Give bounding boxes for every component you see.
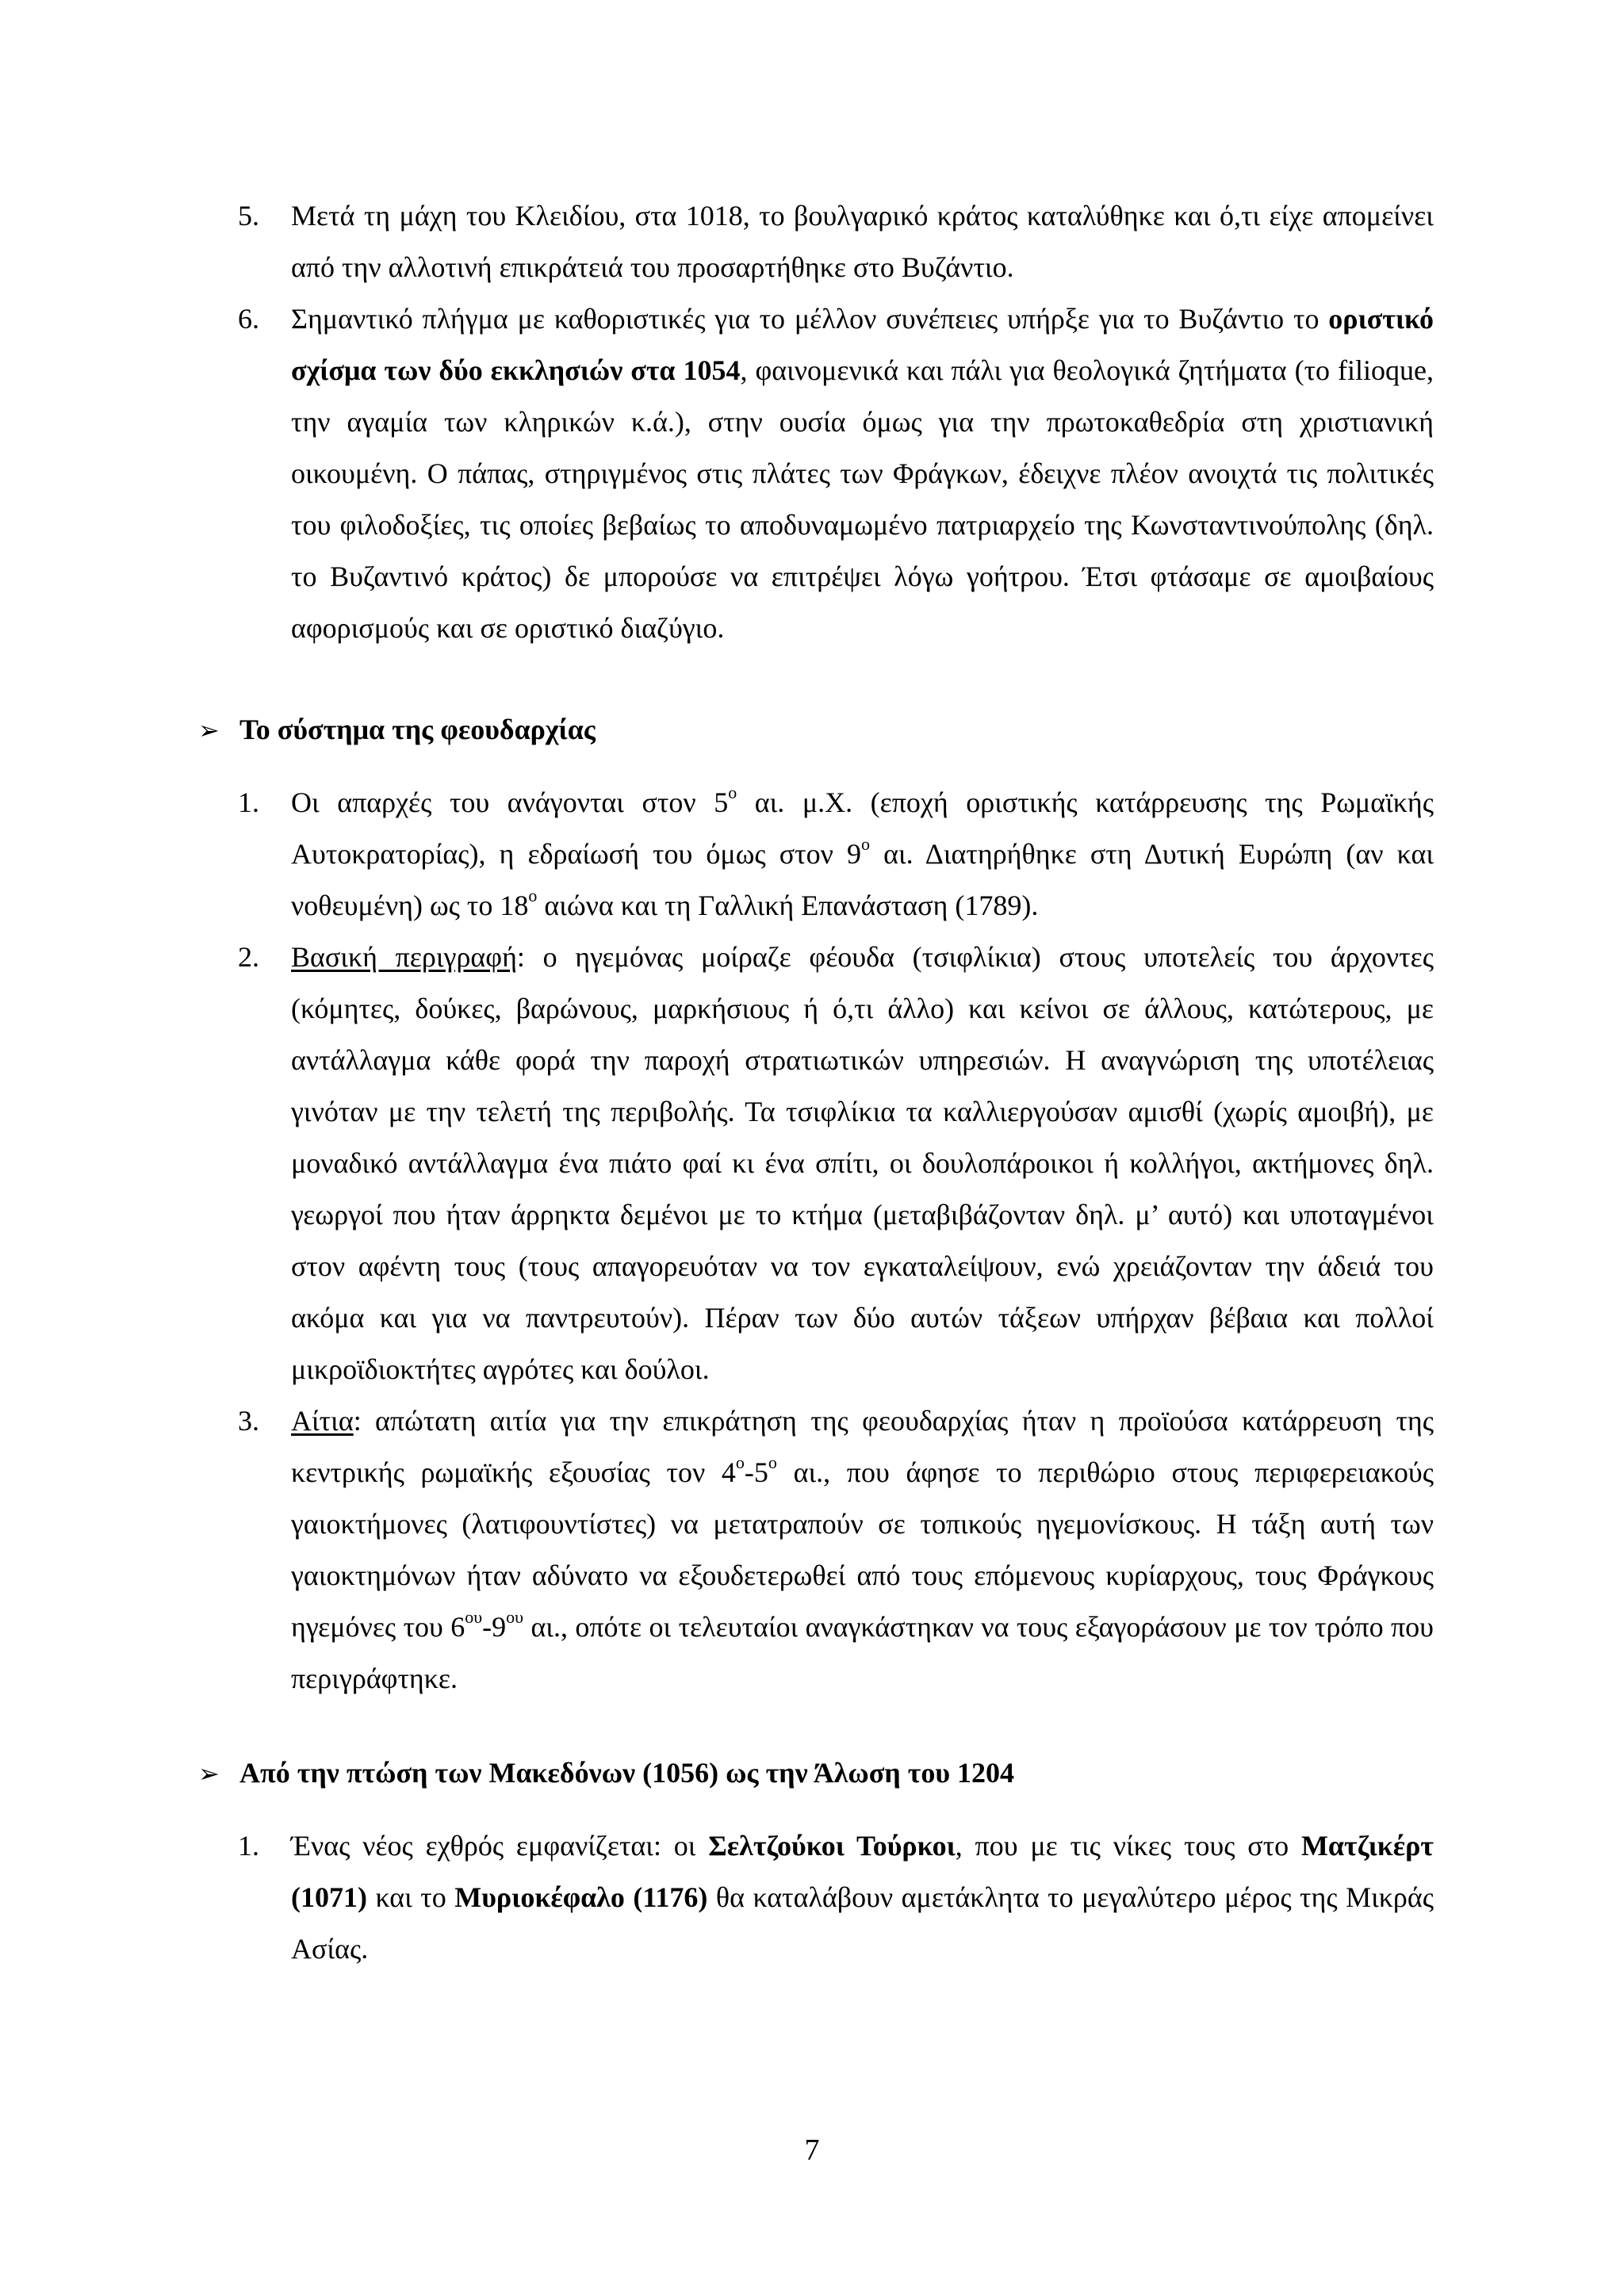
item-number: 2. bbox=[238, 941, 259, 973]
item-text: Ένας νέος εχθρός εμφανίζεται: οι bbox=[291, 1830, 709, 1862]
section-title: Από την πτώση των Μακεδόνων (1056) ως την Άλωση του 1204 bbox=[239, 1757, 1015, 1789]
arrow-bullet-icon: ➢ bbox=[198, 715, 220, 745]
item-text: αι., οπότε οι τελευταίοι αναγκάστηκαν να τους εξαγοράσουν με τον τρόπο που περιγράφτηκε. bbox=[291, 1611, 1434, 1694]
item-text: : ο ηγεμόνας μοίραζε φέουδα (τσιφλίκια) στους υποτελείς του άρχοντες (κόμητες, δούκες, βαρώνους, μαρκήσιους ή ό,τι άλλο) και κείνοι σε άλλους, κατώτερους, με αντάλλαγμα κάθε φορά την παροχή στρατιωτικών υπηρεσιών. Η αναγνώριση της υποτέλειας γινόταν με την τελετή της περιβολής. Τα τσιφλίκια τα καλλιεργούσαν αμισθί (χωρίς αμοιβή), με μοναδικό αντάλλαγμα ένα πιάτο φαί κι ένα σπίτι, οι δουλοπάροικοι ή κολλήγοι, ακτήμονες δηλ. γεωργοί που ήταν άρρηκτα δεμένοι με το κτήμα (μεταβιβάζονταν δηλ. μ’ αυτό) και υποταγμένοι στον αφέντη τους (τους απαγορευόταν να τον εγκαταλείψουν, ενώ χρειάζονταν την άδειά του ακόμα και για να παντρευτούν). Πέραν των δύο αυτών τάξεων υπήρχαν βέβαια και πολλοί μικροϊδιοκτήτες αγρότες και δούλοι. bbox=[291, 941, 1434, 1385]
item-text: αι., που άφησε το περιθώριο στους περιφερειακούς γαιοκτήμονες (λατιφουντίστες) να μετατραπούν σε τοπικούς ηγεμονίσκους. Η τάξη αυτή των γαιοκτημόνων ήταν αδύνατο να εξουδετερωθεί από τους επόμενους κυρίαρχους, τους Φράγκους ηγεμόνες του 6 bbox=[291, 1456, 1434, 1643]
list-item bbox=[238, 777, 1434, 932]
section-heading-macedonians bbox=[198, 1747, 1427, 1800]
item-text: , φαινομενικά και πάλι για θεολογικά ζητήματα (το filioque, την αγαμία των κληρικών κ.ά.), στην ουσία όμως για την πρωτοκαθεδρία στη χριστιανική οικουμένη. Ο πάπας, στηριγμένος στις πλάτες των Φράγκων, έδειχνε πλέον ανοιχτά τις πολιτικές του φιλοδοξίες, τις οποίες βεβαίως το αποδυναμωμένο πατριαρχείο της Κωνσταντινούπολης (δηλ. το Βυζαντινό κράτος) δε μπορούσε να επιτρέψει λόγω γοήτρου. Έτσι φτάσαμε σε αμοιβαίους αφορισμούς και σε οριστικό διαζύγιο. bbox=[291, 354, 1434, 644]
item-text: Οι απαρχές του ανάγονται στον 5 bbox=[291, 786, 729, 818]
list-item bbox=[238, 293, 1434, 654]
superscript: ο bbox=[768, 1452, 777, 1472]
list-top bbox=[238, 190, 1434, 654]
item-number: 1. bbox=[238, 1830, 259, 1862]
bold-phrase: Μυριοκέφαλο (1176) bbox=[454, 1881, 708, 1913]
superscript: ου bbox=[465, 1607, 483, 1627]
section-heading-feudalism bbox=[198, 704, 1427, 756]
item-text: και το bbox=[366, 1881, 455, 1913]
section-title: Το σύστημα της φεουδαρχίας bbox=[239, 714, 596, 745]
item-number: 6. bbox=[238, 303, 259, 335]
item-text: θα καταλάβουν αμετάκλητα το μεγαλύτερο μέρος της Μικράς Ασίας. bbox=[291, 1881, 1434, 1965]
superscript: ο bbox=[861, 834, 870, 854]
bold-phrase: Ματζικέρτ (1071) bbox=[291, 1830, 1434, 1913]
underlined-term: Αίτια bbox=[291, 1405, 354, 1437]
bold-phrase: Σελτζούκοι Τούρκοι bbox=[708, 1830, 956, 1862]
superscript: ο bbox=[528, 886, 538, 905]
item-text: : απώτατη αιτία για την επικράτηση της φεουδαρχίας ήταν η προϊούσα κατάρρευση της κεντρικής ρωμαϊκής εξουσίας τον 4 bbox=[291, 1405, 1434, 1488]
underlined-term: Βασική περιγραφή bbox=[291, 941, 517, 973]
list-macedonians bbox=[238, 1820, 1434, 1975]
page-number: 7 bbox=[804, 2133, 820, 2167]
arrow-bullet-icon: ➢ bbox=[198, 1758, 220, 1789]
item-number: 5. bbox=[238, 200, 259, 232]
item-text: -9 bbox=[482, 1611, 507, 1643]
list-item bbox=[238, 1395, 1434, 1705]
item-text: -5 bbox=[744, 1456, 768, 1488]
item-number: 3. bbox=[238, 1405, 259, 1437]
item-text: αιώνα και τη Γαλλική Επανάσταση (1789). bbox=[537, 890, 1039, 921]
item-text: Σημαντικό πλήγμα με καθοριστικές για το μέλλον συνέπειες υπήρξε για το Βυζάντιο το bbox=[291, 303, 1329, 335]
superscript: ο bbox=[728, 783, 737, 802]
list-item bbox=[238, 1820, 1434, 1975]
list-item bbox=[238, 932, 1434, 1395]
item-text: αι. Διατηρήθηκε στη Δυτική Ευρώπη (αν και νοθευμένη) ως το 18 bbox=[291, 838, 1434, 921]
item-text: Μετά τη μάχη του Κλειδίου, στα 1018, το βουλγαρικό κράτος καταλύθηκε και ό,τι είχε απομείνει από την αλλοτινή επικράτειά του προσαρτήθηκε στο Βυζάντιο. bbox=[291, 200, 1434, 283]
item-text: , που με τις νίκες τους στο bbox=[955, 1830, 1301, 1862]
list-item bbox=[238, 190, 1434, 293]
item-number: 1. bbox=[238, 786, 259, 818]
superscript: ο bbox=[735, 1452, 745, 1472]
bold-phrase: οριστικό σχίσμα των δύο εκκλησιών στα 1054 bbox=[291, 303, 1434, 386]
superscript: ου bbox=[506, 1607, 524, 1627]
list-feudalism bbox=[238, 777, 1434, 1705]
item-text: αι. μ.Χ. (εποχή οριστικής κατάρρευσης της Ρωμαϊκής Αυτοκρατορίας), η εδραίωσή του όμως στον 9 bbox=[291, 786, 1434, 870]
